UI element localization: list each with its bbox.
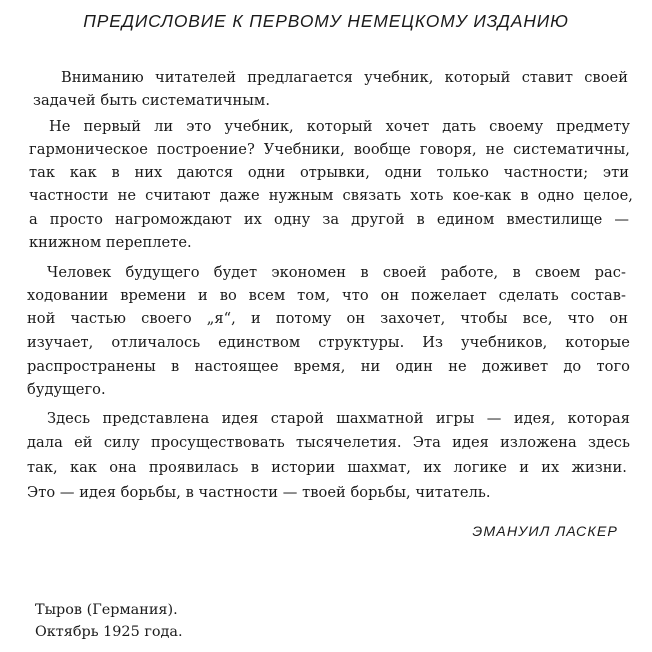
text-line: изучает, отличалось единством структуры. Из учебников, которые (27, 334, 630, 351)
text-line: Это — идея борьбы, в частности — твоей борьбы, читатель. (27, 484, 491, 501)
text-line: гармоническое построение? Учебники, вообще говоря, не систематичны, (29, 141, 630, 158)
text-line: а просто нагромождают их одну за другой в едином вместилище — (29, 211, 629, 228)
date-line: Октябрь 1925 года. (35, 624, 183, 640)
text-line: частности не считают даже нужным связать хоть кое-как в одно целое, (29, 187, 633, 204)
text-line: Вниманию читателей предлагается учебник, который ставит своей (61, 69, 628, 86)
text-line: распространены в настоящее время, ни один не доживет до того (27, 358, 630, 375)
text-line: ной частью своего „я“, и потому он захочет, чтобы все, что он (27, 310, 628, 327)
text-line: будущего. (27, 381, 106, 398)
text-line: Здесь представлена идея старой шахматной игры — идея, которая (47, 410, 630, 427)
place-line: Тыров (Германия). (35, 602, 178, 618)
text-line: книжном переплете. (29, 234, 192, 251)
text-line: так как в них даются одни отрывки, одни только частности; эти (29, 164, 629, 181)
text-line: дала ей силу просуществовать тысячелетия. Эта идея изложена здесь (27, 434, 630, 451)
text-line: так, как она проявилась в истории шахмат, их логике и их жизни. (27, 459, 627, 476)
text-line: ходовании времени и во всем том, что он пожелает сделать состав- (27, 287, 626, 304)
author-signature: ЭМАНУИЛ ЛАСКЕР (472, 524, 618, 540)
page-title: ПРЕДИСЛОВИЕ К ПЕРВОМУ НЕМЕЦКОМУ ИЗДАНИЮ (83, 11, 569, 31)
text-line: задачей быть систематичным. (33, 92, 271, 109)
text-line: Не первый ли это учебник, который хочет дать своему предмету (49, 118, 630, 135)
text-line: Человек будущего будет экономен в своей работе, в своем рас- (47, 264, 626, 281)
